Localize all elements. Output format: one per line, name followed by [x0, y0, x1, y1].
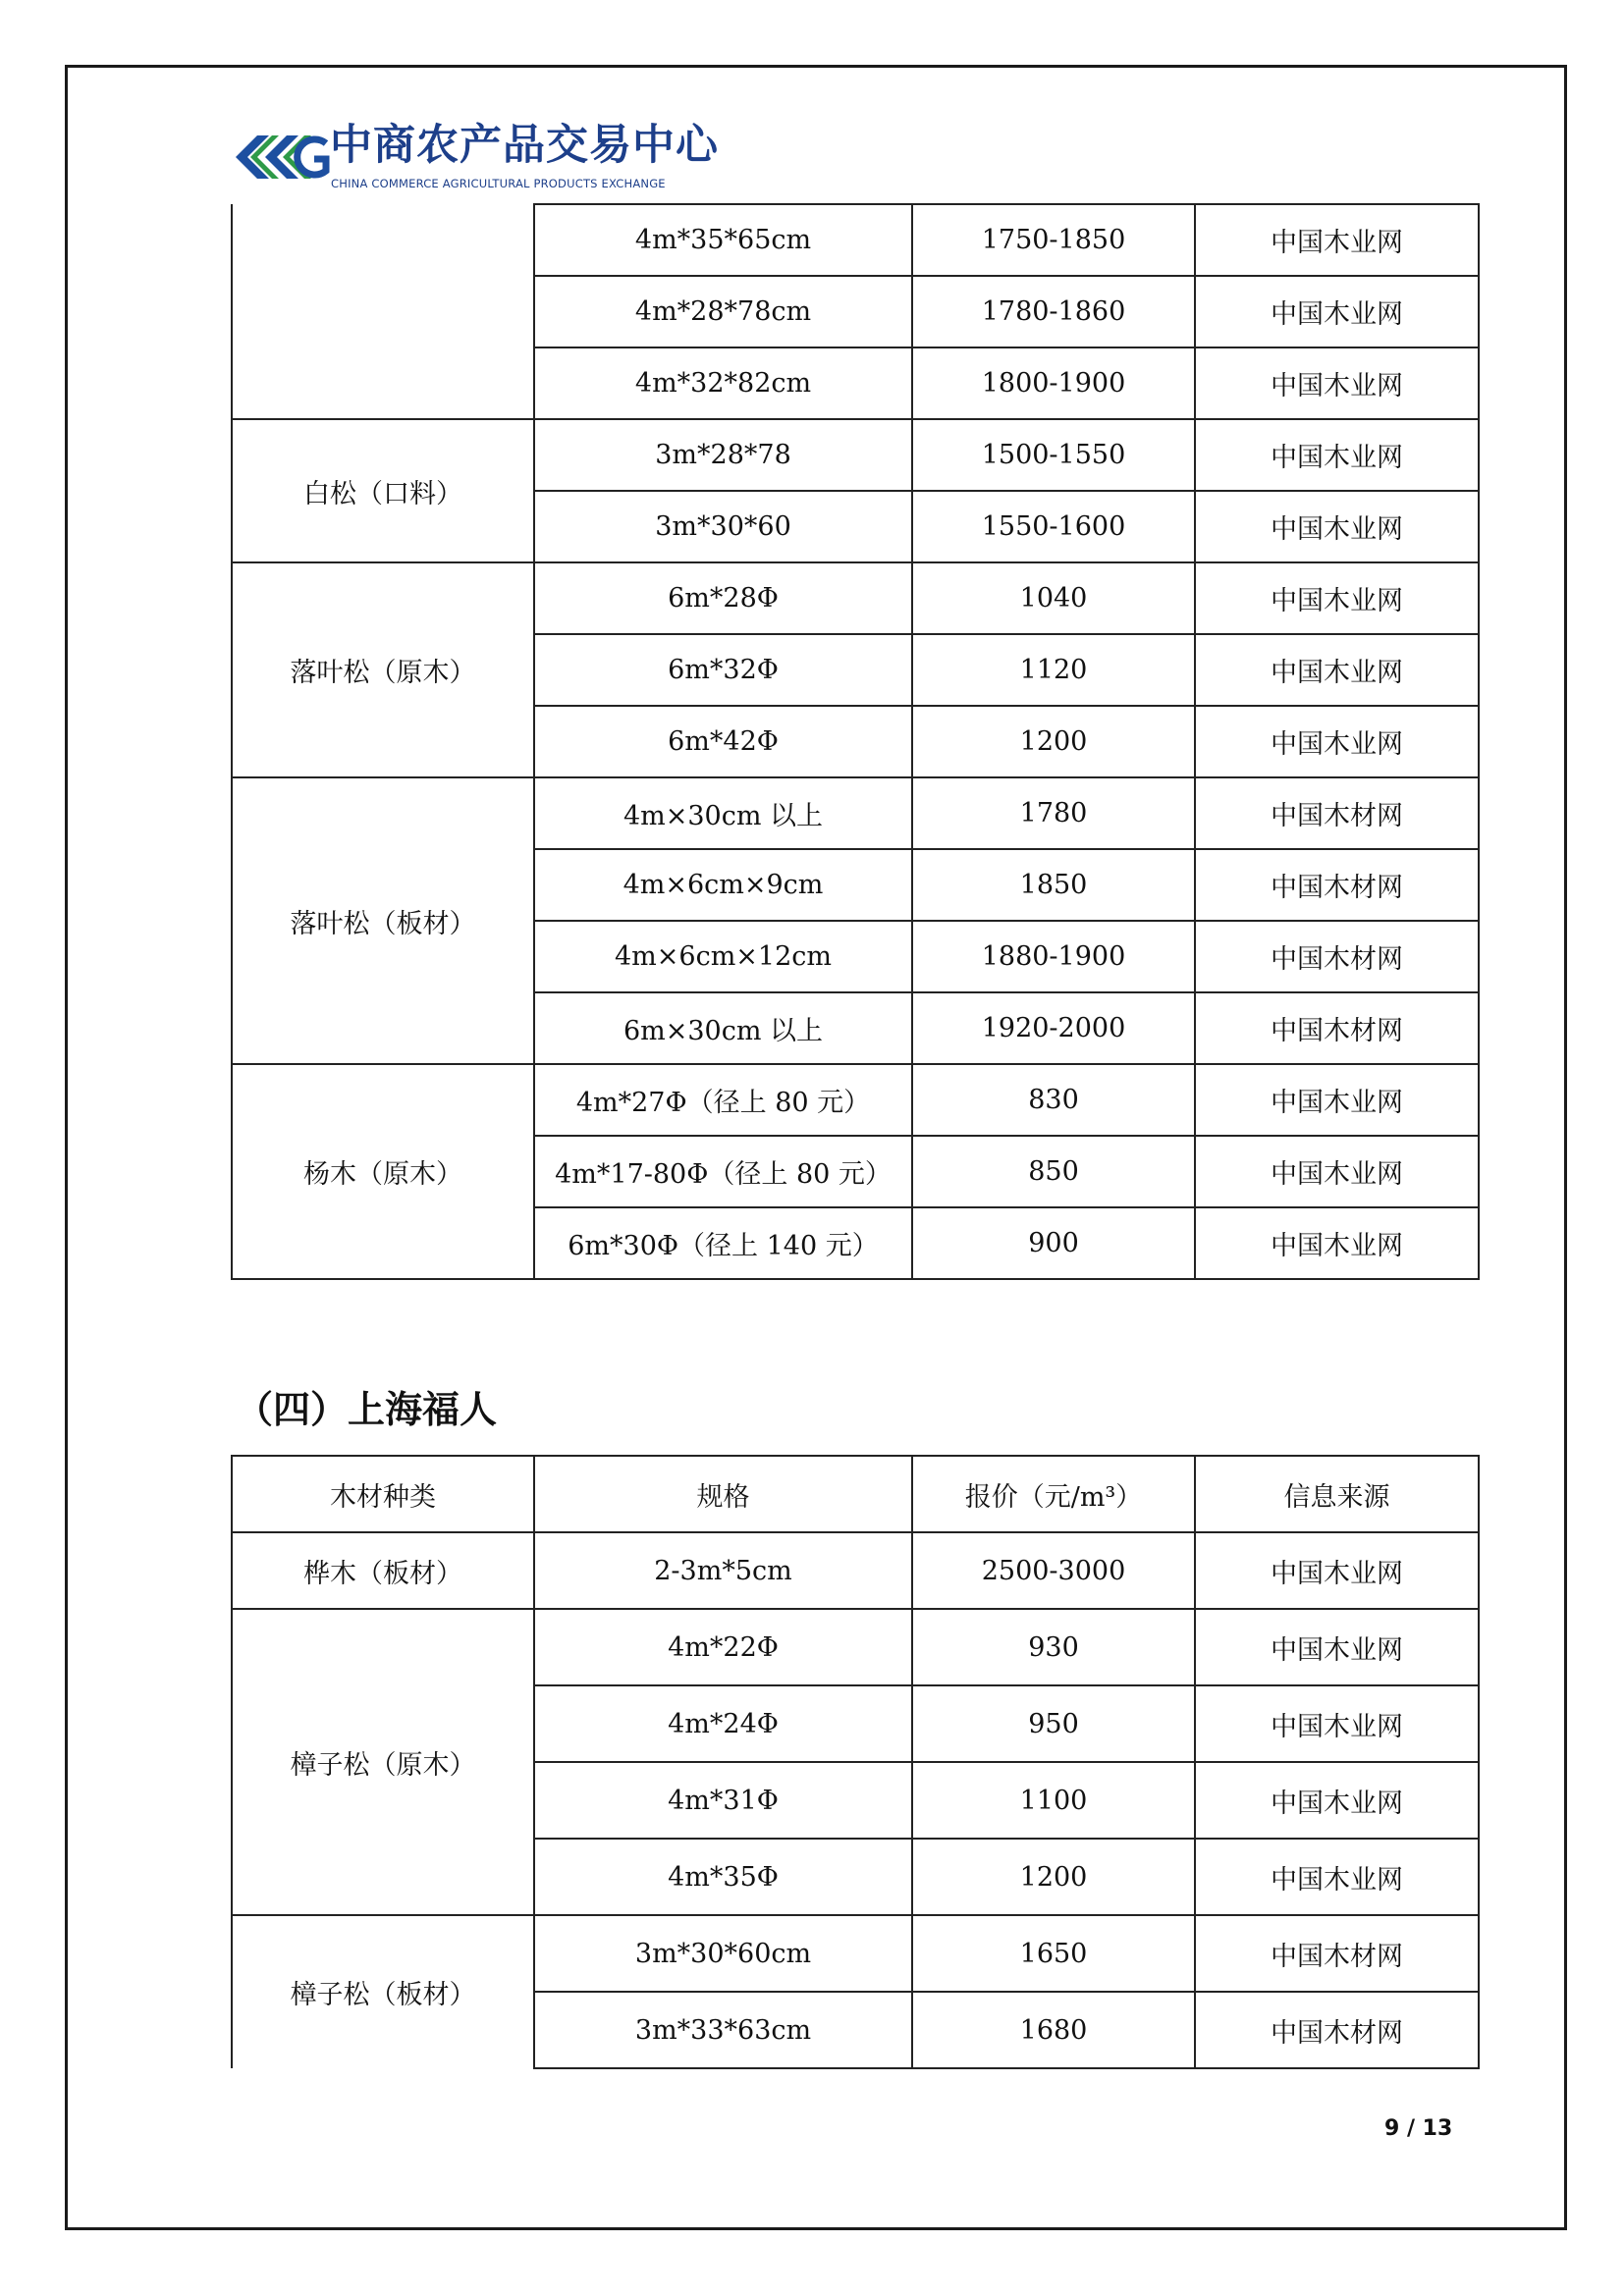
price-cell: 1200: [912, 1839, 1195, 1915]
spec-cell: 3m*28*78: [534, 419, 912, 491]
source-cell: 中国木材网: [1195, 1915, 1479, 1992]
spec-cell: 4m*35Φ: [534, 1839, 912, 1915]
wood-type-cell: [232, 204, 534, 419]
price-cell: 830: [912, 1064, 1195, 1136]
spec-cell: 6m*42Φ: [534, 706, 912, 777]
column-header-price: 报价（元/m³）: [912, 1456, 1195, 1532]
spec-cell: 4m*22Φ: [534, 1609, 912, 1685]
source-cell: 中国木业网: [1195, 1609, 1479, 1685]
logo-title: 中商农产品交易中心: [330, 121, 719, 170]
column-header-source: 信息来源: [1195, 1456, 1479, 1532]
table-row: [232, 419, 1479, 491]
shanghai-furen-price-table: [231, 1455, 1480, 2069]
spec-cell: 4m*31Φ: [534, 1762, 912, 1839]
source-cell: 中国木业网: [1195, 491, 1479, 562]
source-cell: 中国木业网: [1195, 1064, 1479, 1136]
table-row: [232, 562, 1479, 634]
spec-cell: 4m*27Φ（径上 80 元）: [534, 1064, 912, 1136]
price-cell: 1680: [912, 1992, 1195, 2068]
spec-cell: 4m*24Φ: [534, 1685, 912, 1762]
spec-cell: 6m*30Φ（径上 140 元）: [534, 1207, 912, 1279]
source-cell: 中国木业网: [1195, 634, 1479, 706]
logo-subtitle: CHINA COMMERCE AGRICULTURAL PRODUCTS EXCHANGE: [331, 177, 666, 190]
table-header-row: [232, 1456, 1479, 1532]
price-cell: 1650: [912, 1915, 1195, 1992]
table-row: [232, 204, 1479, 276]
price-cell: 1500-1550: [912, 419, 1195, 491]
table-row: [232, 777, 1479, 849]
spec-cell: 3m*33*63cm: [534, 1992, 912, 2068]
wood-type-cell: 桦木（板材）: [232, 1532, 534, 1609]
price-cell: 900: [912, 1207, 1195, 1279]
price-cell: 2500-3000: [912, 1532, 1195, 1609]
spec-cell: 4m*17-80Φ（径上 80 元）: [534, 1136, 912, 1207]
table-row: [232, 1532, 1479, 1609]
wood-type-cell: 落叶松（原木）: [232, 562, 534, 777]
price-cell: 1800-1900: [912, 347, 1195, 419]
source-cell: 中国木业网: [1195, 419, 1479, 491]
section-heading: （四）上海福人: [236, 1388, 498, 1431]
price-cell: 1780-1860: [912, 276, 1195, 347]
column-header-spec: 规格: [534, 1456, 912, 1532]
price-cell: 1040: [912, 562, 1195, 634]
price-cell: 1920-2000: [912, 992, 1195, 1064]
source-cell: 中国木业网: [1195, 347, 1479, 419]
source-cell: 中国木业网: [1195, 1762, 1479, 1839]
wood-type-cell: 落叶松（板材）: [232, 777, 534, 1064]
wood-type-cell: 杨木（原木）: [232, 1064, 534, 1279]
table-row: [232, 1609, 1479, 1685]
price-cell: 1120: [912, 634, 1195, 706]
source-cell: 中国木业网: [1195, 276, 1479, 347]
spec-cell: 6m*32Φ: [534, 634, 912, 706]
price-cell: 1750-1850: [912, 204, 1195, 276]
spec-cell: 6m×30cm 以上: [534, 992, 912, 1064]
price-cell: 1100: [912, 1762, 1195, 1839]
price-cell: 1880-1900: [912, 921, 1195, 992]
price-cell: 1550-1600: [912, 491, 1195, 562]
price-cell: 930: [912, 1609, 1195, 1685]
column-header-wood-type: 木材种类: [232, 1456, 534, 1532]
source-cell: 中国木材网: [1195, 1992, 1479, 2068]
spec-cell: 3m*30*60: [534, 491, 912, 562]
source-cell: 中国木业网: [1195, 1839, 1479, 1915]
source-cell: 中国木业网: [1195, 1685, 1479, 1762]
spec-cell: 6m*28Φ: [534, 562, 912, 634]
spec-cell: 4m×30cm 以上: [534, 777, 912, 849]
source-cell: 中国木业网: [1195, 562, 1479, 634]
price-cell: 1200: [912, 706, 1195, 777]
spec-cell: 4m*28*78cm: [534, 276, 912, 347]
source-cell: 中国木业网: [1195, 1136, 1479, 1207]
price-cell: 1780: [912, 777, 1195, 849]
source-cell: 中国木业网: [1195, 706, 1479, 777]
price-table-continued: [231, 203, 1480, 1280]
table-row: [232, 1064, 1479, 1136]
spec-cell: 2-3m*5cm: [534, 1532, 912, 1609]
source-cell: 中国木材网: [1195, 777, 1479, 849]
source-cell: 中国木材网: [1195, 921, 1479, 992]
source-cell: 中国木业网: [1195, 204, 1479, 276]
wood-type-cell: 樟子松（原木）: [232, 1609, 534, 1915]
price-cell: 850: [912, 1136, 1195, 1207]
source-cell: 中国木业网: [1195, 1207, 1479, 1279]
spec-cell: 3m*30*60cm: [534, 1915, 912, 1992]
spec-cell: 4m×6cm×12cm: [534, 921, 912, 992]
wood-type-cell: 樟子松（板材）: [232, 1915, 534, 2068]
price-cell: 1850: [912, 849, 1195, 921]
page-number: 9 / 13: [1384, 2116, 1453, 2141]
source-cell: 中国木业网: [1195, 1532, 1479, 1609]
table-row: [232, 1915, 1479, 1992]
source-cell: 中国木材网: [1195, 849, 1479, 921]
wood-type-cell: 白松（口料）: [232, 419, 534, 562]
source-cell: 中国木材网: [1195, 992, 1479, 1064]
spec-cell: 4m×6cm×9cm: [534, 849, 912, 921]
spec-cell: 4m*32*82cm: [534, 347, 912, 419]
price-cell: 950: [912, 1685, 1195, 1762]
spec-cell: 4m*35*65cm: [534, 204, 912, 276]
